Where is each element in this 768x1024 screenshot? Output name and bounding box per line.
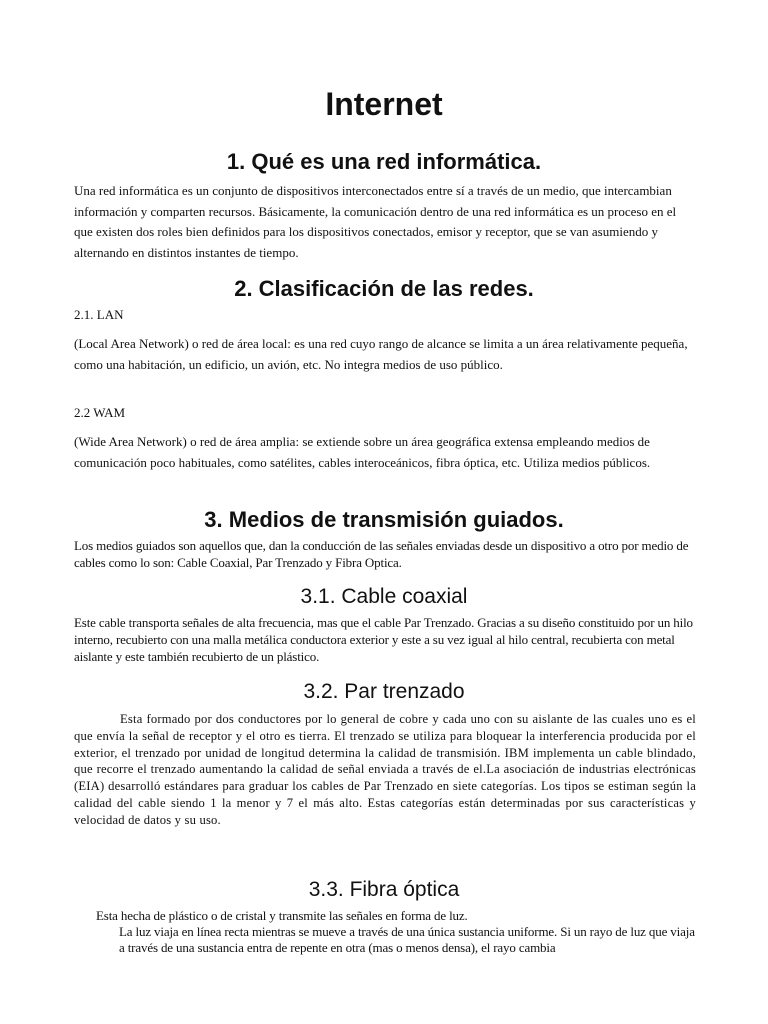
section-2-heading: 2. Clasificación de las redes. [234,276,534,301]
lan-paragraph: (Local Area Network) o red de área local: es una red cuyo rango de alcance se limita a un área relativamente pequeña, como una habitación, un edificio, un avión, etc. No integra medios de uso público. [74,336,688,372]
document-title: Internet [325,86,443,122]
section-3-1-heading: 3.1. Cable coaxial [300,585,468,608]
section-3-paragraph: Los medios guiados son aquellos que, dan la conducción de las señales enviadas desde un dispositivo a otro por medio de cables como lo son: Cable Coaxial, Par Trenzado y Fibra Optica. [74,538,689,570]
section-3-3-heading: 3.3. Fibra óptica [308,878,460,901]
section-3-3-paragraph-2: La luz viaja en línea recta mientras se mueve a través de una única sustancia uniforme. Si un rayo de luz que viaja a través de una sustancia entra de repente en otra (mas o menos densa), el rayo cambia [119,924,695,955]
section-3-1-paragraph: Este cable transporta señales de alta frecuencia, mas que el cable Par Trenzado. Gracias a su diseño constituido por un hilo interno, recubierto con una malla metálica conductora exterior y este a su vez igual al hilo central, recubierta con metal aislante y este también recubierto de un plástico. [74,615,693,664]
lan-label: 2.1. LAN [74,307,124,322]
section-1-paragraph: Una red informática es un conjunto de dispositivos interconectados entre sí a través de un medio, que intercambian información y comparten recursos. Básicamente, la comunicación dentro de una red informática es un proceso en el que existen dos roles bien definidos para los dispositivos conectados, emisor y receptor, que se van asumiendo y alternando en distintos instantes de tiempo. [74,183,677,260]
section-3-2-paragraph: Esta formado por dos conductores por lo general de cobre y cada uno con su aislante de las cuales uno es el que envía la señal de receptor y el otro es tierra. El trenzado se utiliza para bloquear la interferencia producida por el exterior, el trenzado por unidad de longitud determina la calidad de transmisión. IBM implementa un cable blindado, que recorre el trenzado aumentando la calidad de señal enviada a través de el.La asociación de industrias electrónicas (EIA) desarrolló estándares para graduar los cables de Par Trenzado en siete categorías. Los tipos se estiman según la calidad del cable siendo 1 la menor y 7 el más alto. Estas categorías están determinadas por sus características y velocidad de datos y su uso. [74,712,696,827]
section-3-heading: 3. Medios de transmisión guiados. [204,507,564,532]
wam-paragraph: (Wide Area Network) o red de área amplia: se extiende sobre un área geográfica extensa empleando medios de comunicación poco habituales, como satélites, cables interoceánicos, fibra óptica, etc. Utiliza medios públicos. [74,434,651,470]
section-1-heading: 1. Qué es una red informática. [226,149,542,174]
section-3-3-paragraph-1: Esta hecha de plástico o de cristal y transmite las señales en forma de luz. [96,908,468,923]
section-3-2-heading: 3.2. Par trenzado [303,680,465,703]
wam-label: 2.2 WAM [74,405,126,420]
